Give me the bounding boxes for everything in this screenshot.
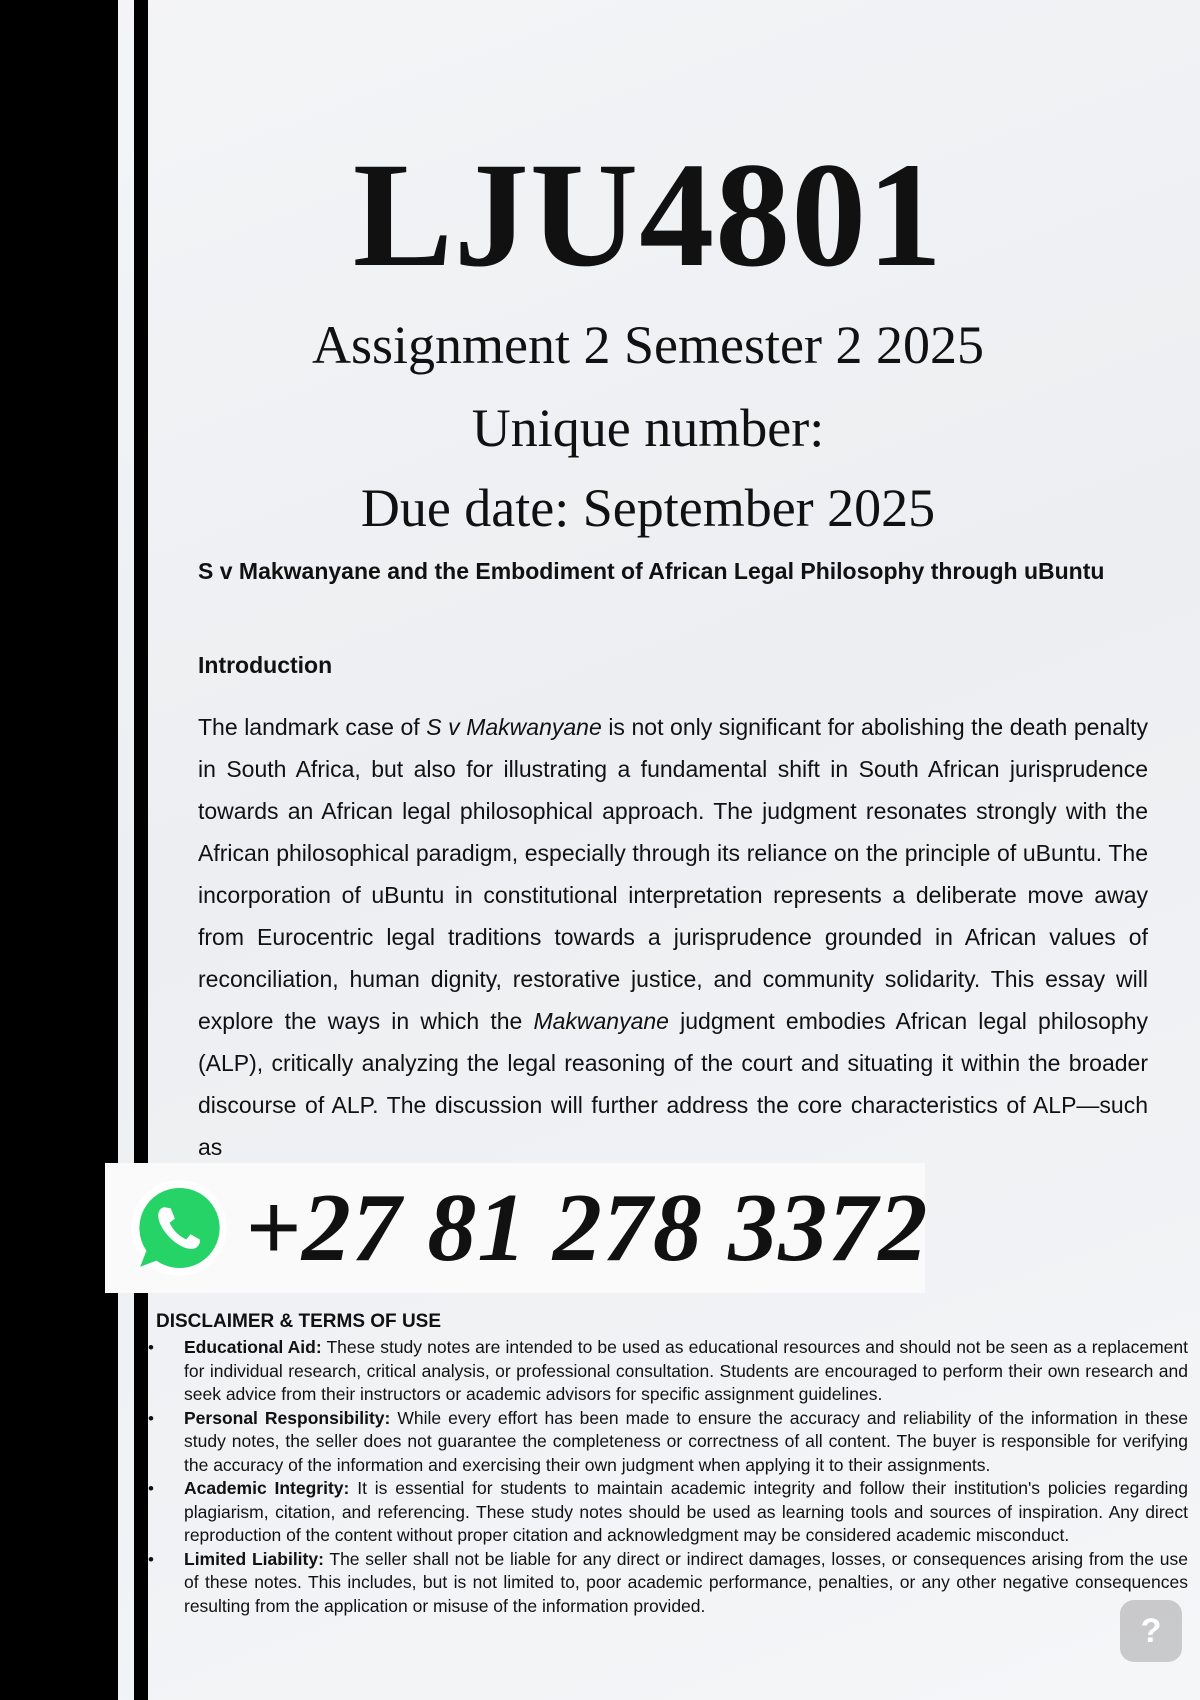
disclaimer-term: Limited Liability:	[184, 1548, 324, 1569]
left-black-stripe	[134, 0, 148, 1700]
disclaimer-text: These study notes are intended to be used as educational resources and should not be seen as a replacement for individual research, critical analysis, or professional consultation. Students are encouraged to perform their own research and seek advice from their instructors or academic advisors for specific assignment guidelines.	[184, 1337, 1188, 1404]
course-code-title: LJU4801	[352, 132, 944, 298]
disclaimer-term: Personal Responsibility:	[184, 1407, 391, 1428]
disclaimer-section	[148, 1310, 1188, 1618]
whatsapp-contact-banner	[105, 1163, 929, 1293]
introduction-paragraph	[198, 706, 1148, 1166]
whatsapp-icon	[127, 1176, 231, 1280]
disclaimer-item-educational-aid	[148, 1336, 1188, 1407]
intro-text-part-1: The landmark case of	[198, 714, 427, 740]
unique-number-label: Unique number:	[471, 398, 825, 458]
assignment-subtitle: Assignment 2 Semester 2 2025	[312, 315, 984, 375]
disclaimer-heading: DISCLAIMER & TERMS OF USE	[156, 1311, 442, 1332]
help-button[interactable]: ?	[1120, 1600, 1182, 1662]
left-black-bar	[0, 0, 118, 1700]
intro-makwanyane-italic: Makwanyane	[533, 1008, 669, 1034]
disclaimer-list	[148, 1336, 1188, 1618]
disclaimer-term: Educational Aid:	[184, 1337, 322, 1357]
intro-text-part-2: is not only significant for abolishing the death penalty in South Africa, but also for illustrating a fundamental shift in South African jurisprudence towards an African legal philosophical approach. The judgment resonates strongly with the African philosophical paradigm, especially through its reliance on the principle of uBuntu. The incorporation of uBuntu in constitutional interpretation represents a deliberate move away from Eurocentric legal traditions towards a jurisprudence grounded in African values of reconciliation, human dignity, restorative justice, and community solidarity. This essay will explore the ways in which the	[198, 714, 1148, 1034]
disclaimer-text: While every effort has been made to ensure the accuracy and reliability of the information in these study notes, the seller does not guarantee the completeness or correctness of all content. The buyer is responsible for verifying the accuracy of the information and exercising their own judgment when applying it to their assignments.	[184, 1407, 1188, 1475]
disclaimer-text: The seller shall not be liable for any direct or indirect damages, losses, or consequences arising from the use of these notes. This includes, but is not limited to, poor academic performance, penalties, or any other negative consequences resulting from the application or misuse of the information provided.	[184, 1548, 1188, 1616]
bullet-icon: •	[148, 1338, 154, 1357]
due-date-label: Due date: September 2025	[360, 478, 936, 538]
bullet-icon: •	[148, 1479, 154, 1498]
bullet-icon: •	[148, 1408, 154, 1428]
introduction-heading: Introduction	[198, 652, 333, 678]
disclaimer-term: Academic Integrity:	[184, 1478, 350, 1498]
disclaimer-item-academic-integrity	[148, 1477, 1188, 1548]
intro-text-part-3: judgment embodies African legal philosophy (ALP), critically analyzing the legal reasoning of the court and situating it within the broader discourse of ALP. The discussion will further address the core characteristics of ALP—such as	[198, 1008, 1148, 1160]
essay-title: S v Makwanyane and the Embodiment of African Legal Philosophy through uBuntu	[198, 558, 1105, 584]
bullet-icon: •	[148, 1549, 154, 1569]
disclaimer-item-personal-responsibility	[148, 1407, 1188, 1478]
phone-number: +27 81 278 3372	[245, 1174, 929, 1282]
disclaimer-text: It is essential for students to maintain academic integrity and follow their institution's policies regarding plagiarism, citation, and referencing. These study notes should be used as learning tools and sources of inspiration. Any direct reproduction of the content without proper citation and acknowledgment may be considered academic misconduct.	[184, 1478, 1188, 1545]
disclaimer-item-limited-liability	[148, 1548, 1188, 1619]
intro-case-name-italic: S v Makwanyane	[426, 714, 602, 740]
